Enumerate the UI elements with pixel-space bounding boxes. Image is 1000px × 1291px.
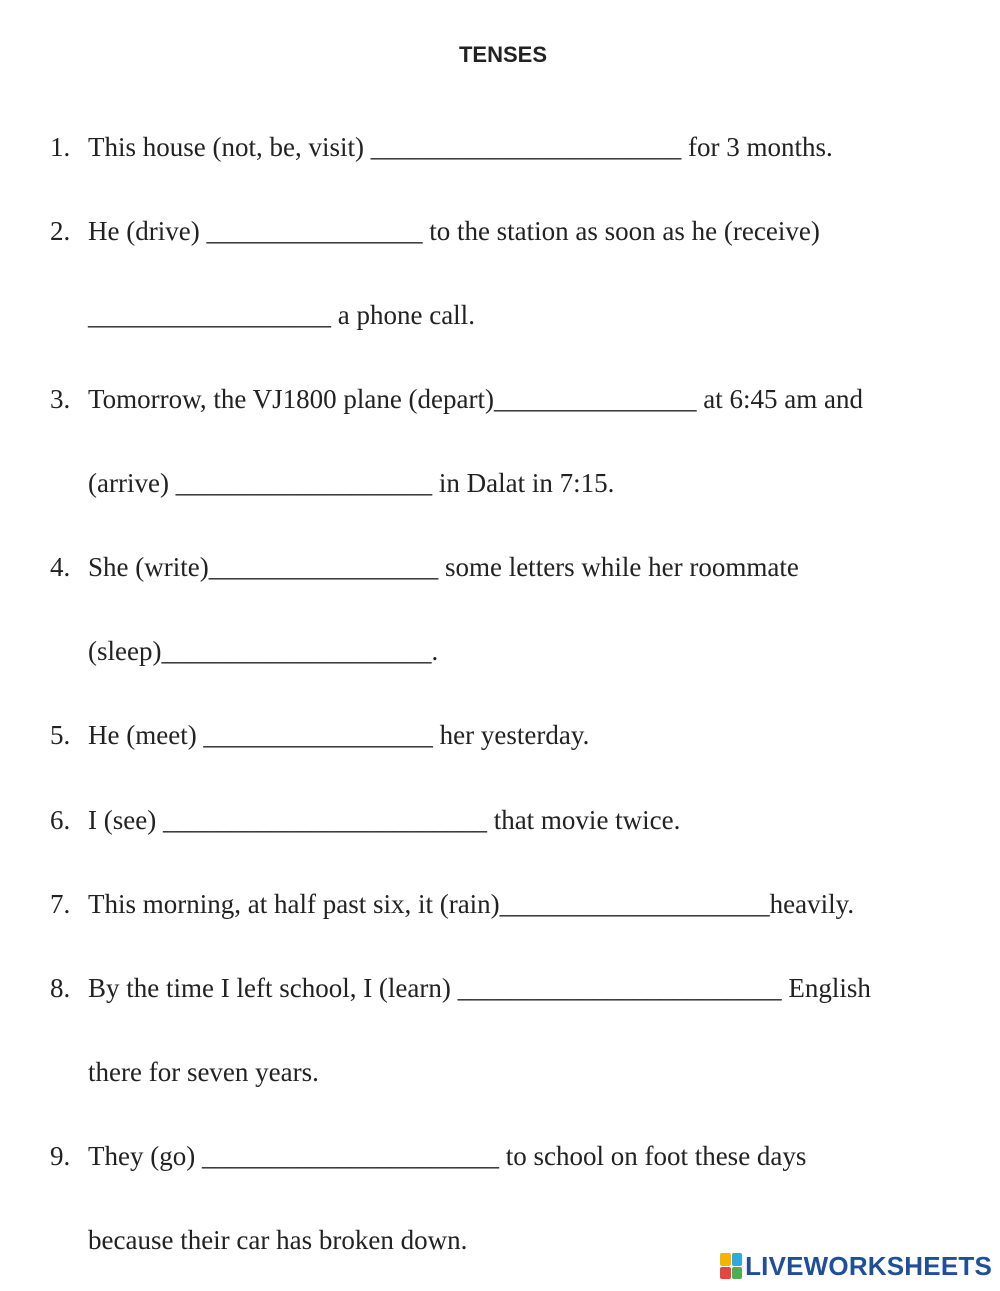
liveworksheets-brand-text: LIVEWORKSHEETS xyxy=(745,1251,992,1281)
item-8-line-2: there for seven years. xyxy=(88,1057,319,1087)
item-4-line-2: (sleep)____________________. xyxy=(88,636,439,666)
item-6-line-1: I (see) ________________________ that movie twice. xyxy=(88,805,681,835)
logo-block-green xyxy=(732,1267,743,1280)
item-2-line-2: __________________ a phone call. xyxy=(88,300,475,330)
item-1-line-1: This house (not, be, visit) _______________________ for 3 months. xyxy=(88,132,833,162)
item-1-number: 1. xyxy=(50,132,71,162)
liveworksheets-logo-icon xyxy=(720,1253,742,1279)
item-5-line-1: He (meet) _________________ her yesterday. xyxy=(88,720,590,750)
item-8-line-1: By the time I left school, I (learn) ________________________ English xyxy=(88,973,871,1003)
worksheet-title: TENSES xyxy=(458,42,548,67)
item-6-number: 6. xyxy=(50,805,71,835)
item-8-number: 8. xyxy=(50,973,71,1003)
item-9-line-1: They (go) ______________________ to school on foot these days xyxy=(88,1141,807,1171)
logo-block-blue xyxy=(732,1253,743,1266)
item-7-number: 7. xyxy=(50,889,71,919)
liveworksheets-logo xyxy=(720,1251,992,1281)
item-4-line-1: She (write)_________________ some letters while her roommate xyxy=(88,552,799,582)
item-2-number: 2. xyxy=(50,216,71,246)
logo-block-yellow xyxy=(720,1253,731,1266)
item-3-line-2: (arrive) ___________________ in Dalat in 7:15. xyxy=(88,468,615,498)
item-9-number: 9. xyxy=(50,1141,71,1171)
item-3-line-1: Tomorrow, the VJ1800 plane (depart)_______________ at 6:45 am and xyxy=(88,384,863,414)
item-7-line-1: This morning, at half past six, it (rain)____________________heavily. xyxy=(88,889,855,919)
item-5-number: 5. xyxy=(50,720,71,750)
item-9-line-2: because their car has broken down. xyxy=(88,1225,468,1255)
item-2-line-1: He (drive) ________________ to the station as soon as he (receive) xyxy=(88,216,820,246)
item-4-number: 4. xyxy=(50,552,71,582)
item-3-number: 3. xyxy=(50,384,71,414)
logo-block-red xyxy=(720,1267,731,1280)
